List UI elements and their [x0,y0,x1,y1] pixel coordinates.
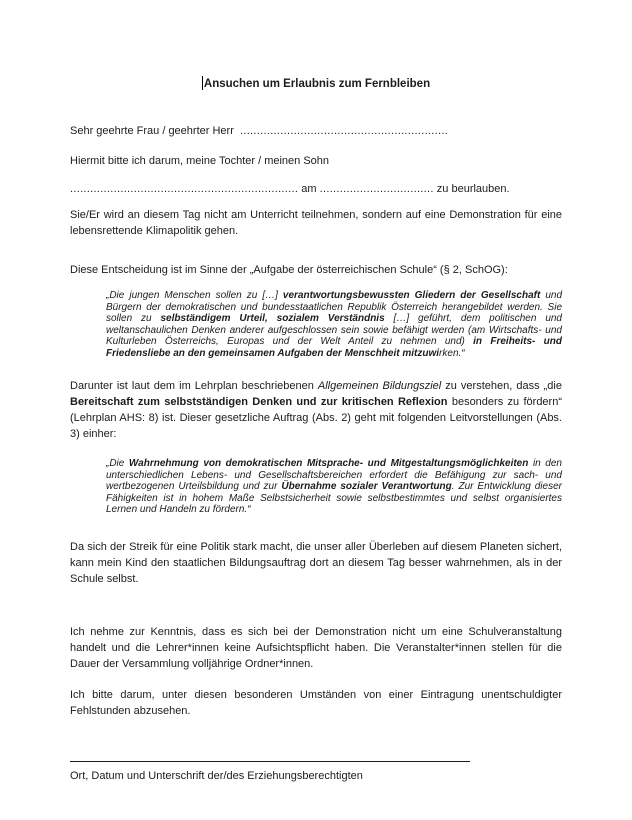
text-run: in Freiheits- und Friedensliebe an den gemeinsamen Aufgaben der Menschheit mitzuwi [106,336,562,359]
text-run: Diese Entscheidung ist im Sinne der „Aufgabe der österreichischen Schule“ (§ 2, SchOG): [70,264,508,276]
text-run: Sie/Er wird an diesem Tag nicht am Unterricht teilnehmen, sondern auf eine Demonstration für eine lebensrettende Klimapolitik gehen. [70,209,562,237]
paragraph-demonstration [70,207,562,239]
text-run: Allgemeinen Bildungsziel [317,380,442,392]
text-run: rken.“ [439,347,465,359]
text-run: Bereitschaft zum selbstständigen Denken und zur kritischen Reflexion [70,396,448,408]
blockquote-schog [106,290,562,359]
text-run: selbständigem Urteil, sozialem Verständnis [160,313,385,324]
leave-suffix: zu beurlauben. [436,183,510,195]
intro-line: Hiermit bitte ich darum, meine Tochter / meinen Sohn [70,155,330,167]
paragraph-streik [70,539,562,587]
paragraph-kenntnisnahme [70,624,562,672]
signature-label: Ort, Datum und Unterschrift der/des Erziehungsberechtigten [70,769,363,782]
text-run: und Bürgern der demokratischen und bundesstaatlichen Republik Österreich herangebildet werden. Sie sollen zu [106,290,563,324]
fill-in-blank-recipient[interactable]: .............................................................. [239,125,449,137]
text-run: Übernahme sozialer Verantwortung [281,481,452,492]
text-cursor [202,76,203,90]
document-title-text: Ansuchen um Erlaubnis zum Fernbleiben [203,78,431,90]
paragraph-entscheidung [70,262,562,278]
text-run: Wahrnehmung von demokratischen Mitsprache- und Mitgestaltungsmöglichkeiten [128,458,529,469]
text-run: zu verstehen, dass „die [441,380,562,392]
text-run: in den unterschiedlichen Lebens- und Gesellschaftsbereichen erfordert die Befähigung zur sach- und wertbezogenen Urteilsbildung und zur [106,458,562,492]
text-run: Da sich der Streik für eine Politik stark macht, die unser aller Überleben auf diesem Planeten sichert, kann mein Kind den staatlichen Bildungsauftrag dort an diesem Tag besser wahrnehmen, als in der Schule selbst. [70,540,562,585]
am-label: am [301,183,317,195]
salutation-label: Sehr geehrte Frau / geehrter Herr [70,125,234,137]
text-run: Ich nehme zur Kenntnis, dass es sich bei der Demonstration nicht um eine Schulveranstaltung handelt und die Lehrer*innen keine Aufsichtspflicht haben. Die Veranstalter*innen stellen für die Dauer der Versammlung volljährige Ordner*innen. [70,625,562,670]
document-title [70,76,562,91]
fill-in-blank-child-name[interactable]: .................................................................... [70,183,299,195]
blockquote-leitvorstellungen [106,458,562,516]
paragraph-bitte [70,687,562,719]
salutation-line [70,123,562,139]
fill-in-blank-date[interactable]: .................................. [319,183,434,195]
signature-line [70,761,470,762]
paragraph-bildungsziel [70,378,562,442]
text-run: „Die jungen Menschen sollen zu […] [106,290,283,301]
text-run: Darunter ist laut dem im Lehrplan beschriebenen [70,380,318,392]
text-run: besonders zu fördern“ (Lehrplan AHS: 8) ist. Dieser gesetzliche Auftrag (Abs. 2) geht mit folgenden Leitvorstellungen (Abs. 3) einher: [70,396,562,440]
text-run: verantwortungsbewussten Gliedern der Gesellschaft [282,290,541,301]
text-run: . Zur Entwicklung dieser Fähigkeiten ist in hohem Maße Selbstsicherheit sowie selbstbestimmtes und selbst organisiertes Lernen und Handeln zu fördern.“ [106,481,562,515]
text-run: „Die [106,458,129,469]
text-run: Ich bitte darum, unter diesen besonderen Umständen von einer Eintragung unentschuldigter Fehlstunden abzusehen. [70,688,562,717]
text-run: […] geführt, dem politischen und weltanschaulichen Denken anderer aufgeschlossen sein sowie befähigt werden (am Wirtschafts- und Kulturleben Österreichs, Europas und der Welt Anteil zu nehmen und) [106,313,562,347]
leave-request-line [70,181,562,197]
